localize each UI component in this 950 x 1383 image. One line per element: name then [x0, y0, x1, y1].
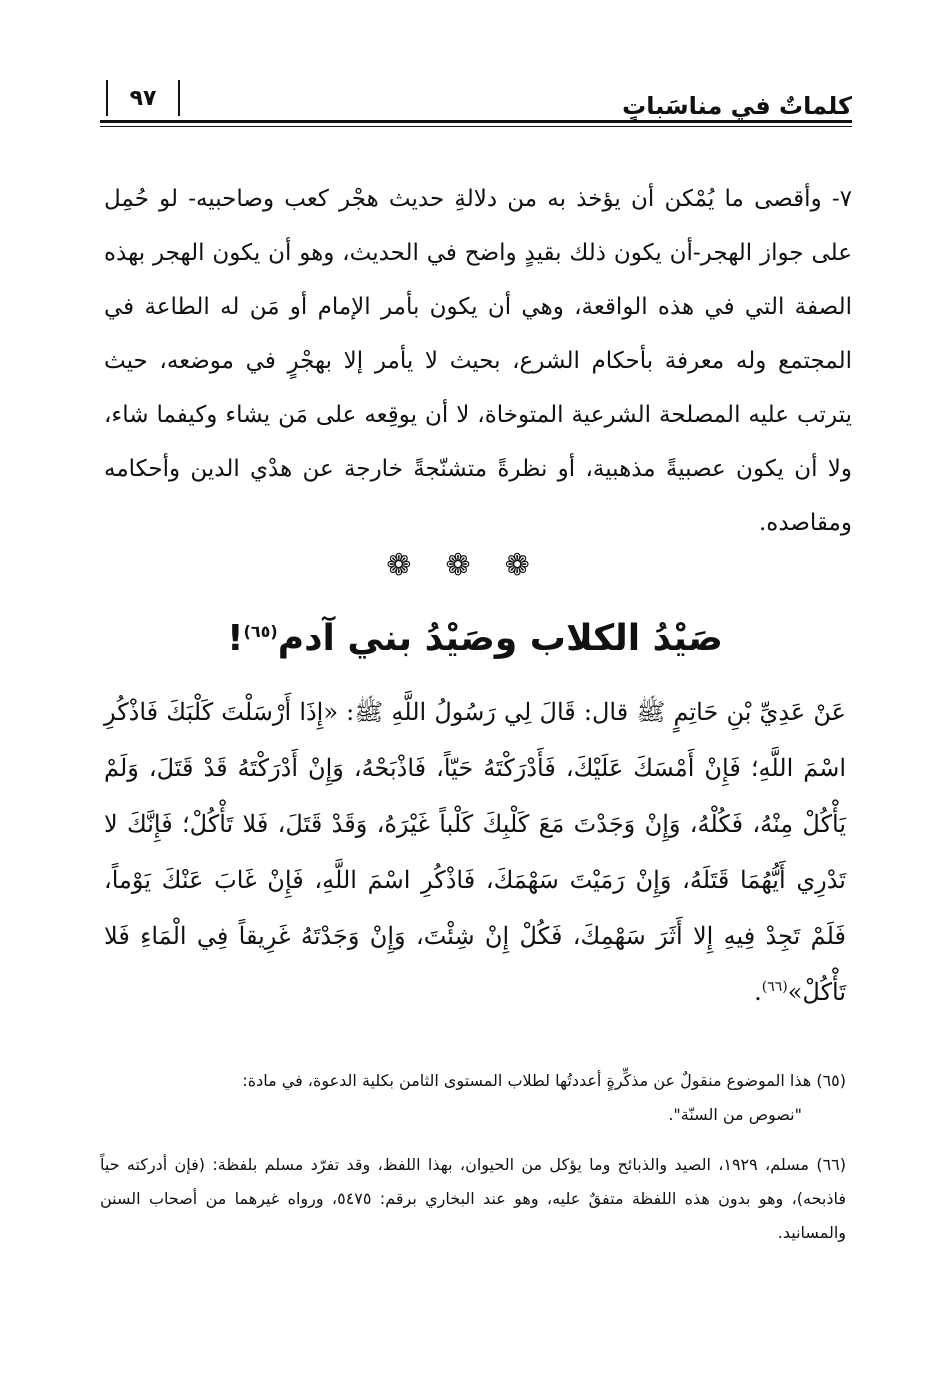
footnote-ref: (٦٦): [761, 979, 788, 995]
page-header: [100, 74, 852, 134]
running-title: كلماتٌ في مناسَباتٍ: [622, 92, 852, 120]
header-rule-thick: [100, 120, 852, 123]
footnote-number: (٦٥): [816, 1071, 846, 1090]
footnote-66: [100, 1148, 846, 1250]
ornament-flower-icon: ❁: [445, 548, 505, 583]
section-title-end: !: [227, 618, 244, 659]
section-divider: [0, 548, 950, 583]
footnote-ref: (٦٥): [243, 622, 278, 641]
ornament-flower-icon: ❁: [386, 548, 446, 583]
footnote-number: (٦٦): [816, 1155, 846, 1174]
hadith-end: .: [754, 978, 762, 1006]
section-title-text: صَيْدُ الكلاب وصَيْدُ بني آدم: [277, 618, 723, 659]
ornament-flower-icon: ❁: [504, 548, 564, 583]
footnote-65: [100, 1064, 846, 1132]
page-number: ٩٧: [106, 80, 180, 116]
hadith-paragraph: [104, 684, 846, 1020]
paragraph-text: ٧- وأقصى ما يُمْكن أن يؤخذ به من دلالةِ حديث هجْر كعب وصاحبيه- لو حُمِل على جواز الهجر-أن يكون ذلك بقيدٍ واضح في الحديث، وهو أن يكون الهجر بهذه الصفة التي في هذه الواقعة، وهي أن يكون بأمر الإمام أو مَن له الطاعة في المجتمع وله معرفة بأحكام الشرع، بحيث لا يأمر إلا بهجْرٍ في موضعه، حيث يترتب عليه المصلحة الشرعية المتوخاة، لا أن يوقِعه على مَن يشاء وكيفما شاء، ولا أن يكون عصبيةً مذهبية، أو نظرةً متشنّجةً خارجة عن هدْي الدين وأحكامه ومقاصده.: [104, 186, 852, 536]
numbered-paragraph-7: [104, 172, 852, 550]
footnotes: [100, 1064, 846, 1266]
footnote-text: مسلم، ١٩٢٩، الصيد والذبائح وما يؤكل من الحيوان، بهذا اللفظ، وقد تفرّد مسلم بلفظة: (فإن أدركته حياً فاذبحه)، وهو بدون هذه اللفظة متفقٌ عليه، وهو عند البخاري برقم: ٥٤٧٥، ورواه غيرهما من أصحاب السنن والمسانيد.: [100, 1155, 846, 1242]
footnote-text: هذا الموضوع منقولٌ عن مذكِّرةٍ أعددتُها لطلاب المستوى الثامن بكلية الدعوة، في مادة:: [242, 1071, 812, 1090]
section-title: [0, 618, 950, 659]
footnote-continuation: "نصوص من السنّة".: [668, 1105, 802, 1124]
header-rule-thin: [100, 126, 852, 127]
hadith-text: عَنْ عَدِيِّ بْنِ حَاتِمٍ ﷺ قال: قَالَ لِي رَسُولُ اللَّهِ ﷺ: «إِذَا أَرْسَلْتَ كَلْبَكَ فَاذْكُرِ اسْمَ اللَّهِ؛ فَإِنْ أَمْسَكَ عَلَيْكَ، فَأَدْرَكْتَهُ حَيّاً، فَاذْبَحْهُ، وَإِنْ أَدْرَكْتَهُ قَدْ قَتَلَ، وَلَمْ يَأْكُلْ مِنْهُ، فَكُلْهُ، وَإِنْ وَجَدْتَ مَعَ كَلْبِكَ كَلْباً غَيْرَهُ، وَقَدْ قَتَلَ، فَلا تَأْكُلْ؛ فَإِنَّكَ لا تَدْرِي أَيُّهُمَا قَتَلَهُ، وَإِنْ رَمَيْتَ سَهْمَكَ، فَاذْكُرِ اسْمَ اللَّهِ، فَإِنْ غَابَ عَنْكَ يَوْماً، فَلَمْ تَجِدْ فِيهِ إِلا أَثَرَ سَهْمِكَ، فَكُلْ إِنْ شِئْتَ، وَإِنْ وَجَدْتَهُ غَرِيقاً فِي الْمَاءِ فَلا تَأْكُلْ»: [104, 698, 846, 1006]
